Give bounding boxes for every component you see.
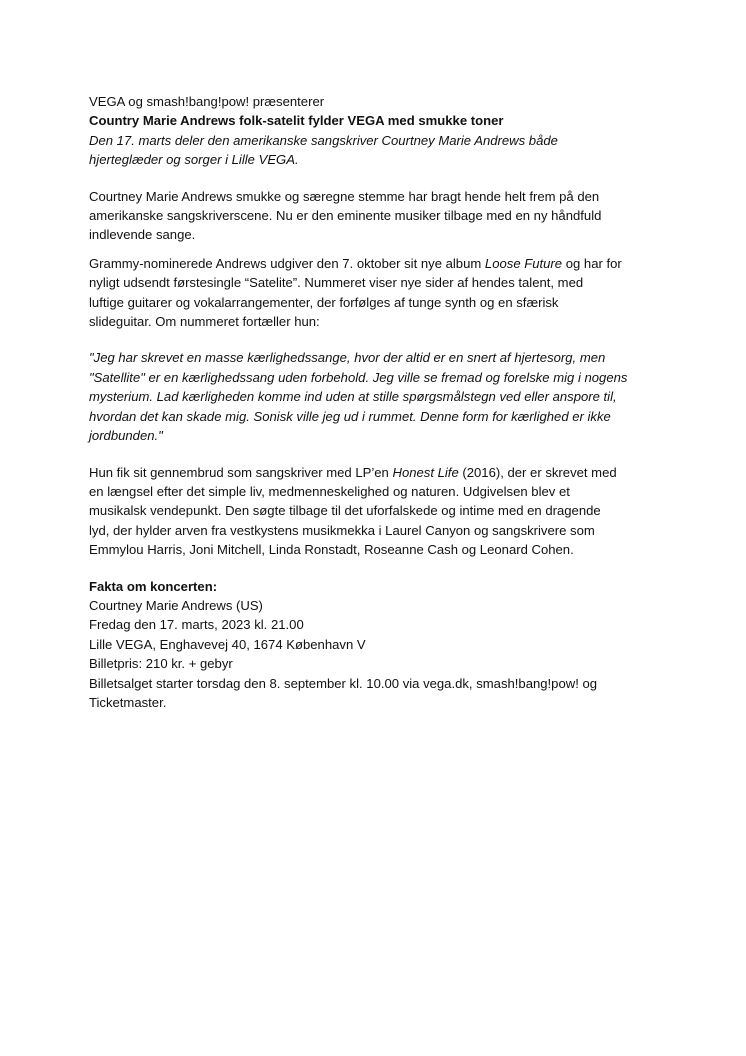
- paragraph-line: [89, 254, 669, 273]
- intro-paragraph: [89, 187, 669, 245]
- paragraph-line: lyd, der hylder arven fra vestkystens musikmekka i Laurel Canyon og sangskrivere som: [89, 522, 595, 538]
- paragraph-line: amerikanske sangskriverscene. Nu er den eminente musiker tilbage med en ny håndfuld: [89, 208, 602, 224]
- paragraph-line: nyligt udsendt førstesingle “Satelite”. Nummeret viser nye sider af hendes talent, med: [89, 275, 584, 291]
- presenter-line: VEGA og smash!bang!pow! præsenterer: [89, 94, 325, 109]
- quote-line: mysterium. Lad kærligheden komme ind uden at stille spørgsmålstegn ved eller anspore til,: [89, 389, 617, 405]
- text-run: (2016), der er skrevet med: [458, 464, 617, 480]
- paragraph-line: luftige guitarer og vokalarrangementer, der forfølges af tunge synth og en sfærisk: [89, 294, 559, 310]
- paragraph-line: [89, 463, 669, 482]
- paragraph-line: slideguitar. Om nummeret fortæller hun:: [89, 314, 320, 330]
- quote-line: "Jeg har skrevet en masse kærlighedssange, hvor der altid er en snert af hjertesorg, men: [89, 350, 606, 366]
- lead-line: Den 17. marts deler den amerikanske sangskriver Courtney Marie Andrews både: [89, 132, 558, 148]
- album-title: Honest Life: [392, 464, 459, 480]
- text-run: og har for: [562, 255, 622, 271]
- paragraph-line: Courtney Marie Andrews smukke og særegne stemme har bragt hende helt frem på den: [89, 188, 600, 204]
- headline: Country Marie Andrews folk-satelit fylder VEGA med smukke toner: [89, 113, 504, 129]
- fact-line: Fredag den 17. marts, 2023 kl. 21.00: [89, 617, 304, 633]
- background-paragraph: [89, 463, 669, 560]
- fact-line: Lille VEGA, Enghavevej 40, 1674 København V: [89, 636, 366, 652]
- album-paragraph: [89, 254, 669, 332]
- paragraph-line: musikalsk vendepunkt. Den søgte tilbage til det uforfalskede og intime med en dragende: [89, 503, 601, 519]
- fact-line: Ticketmaster.: [89, 694, 167, 710]
- paragraph-line: en længsel efter det simple liv, medmenneskelighed og naturen. Udgivelsen blev et: [89, 483, 570, 499]
- fact-line: Billetsalget starter torsdag den 8. september kl. 10.00 via vega.dk, smash!bang!pow! og: [89, 675, 598, 691]
- quote-line: jordbunden.": [89, 428, 163, 444]
- album-title: Loose Future: [484, 255, 563, 271]
- facts-heading: Fakta om koncerten:: [89, 578, 218, 594]
- lead-line: hjerteglæder og sorger i Lille VEGA.: [89, 152, 299, 168]
- paragraph-line: indlevende sange.: [89, 227, 196, 243]
- fact-line: Billetpris: 210 kr. + gebyr: [89, 656, 233, 672]
- quote-line: "Satellite" er en kærlighedssang uden forbehold. Jeg ville se fremad og forelske mig i nogens: [89, 369, 628, 385]
- paragraph-line: Emmylou Harris, Joni Mitchell, Linda Ronstadt, Roseanne Cash og Leonard Cohen.: [89, 542, 574, 558]
- text-run: Grammy-nominerede Andrews udgiver den 7. oktober sit nye album: [89, 255, 485, 271]
- text-run: Hun fik sit gennembrud som sangskriver med LP’en: [89, 464, 393, 480]
- press-release-document: [89, 92, 669, 712]
- fact-line: Courtney Marie Andrews (US): [89, 597, 263, 613]
- quote-line: hvordan det kan skade mig. Sonisk ville jeg ud i rummet. Denne form for kærlighed er ikke: [89, 408, 611, 424]
- concert-facts: [89, 577, 669, 713]
- artist-quote: [89, 348, 669, 445]
